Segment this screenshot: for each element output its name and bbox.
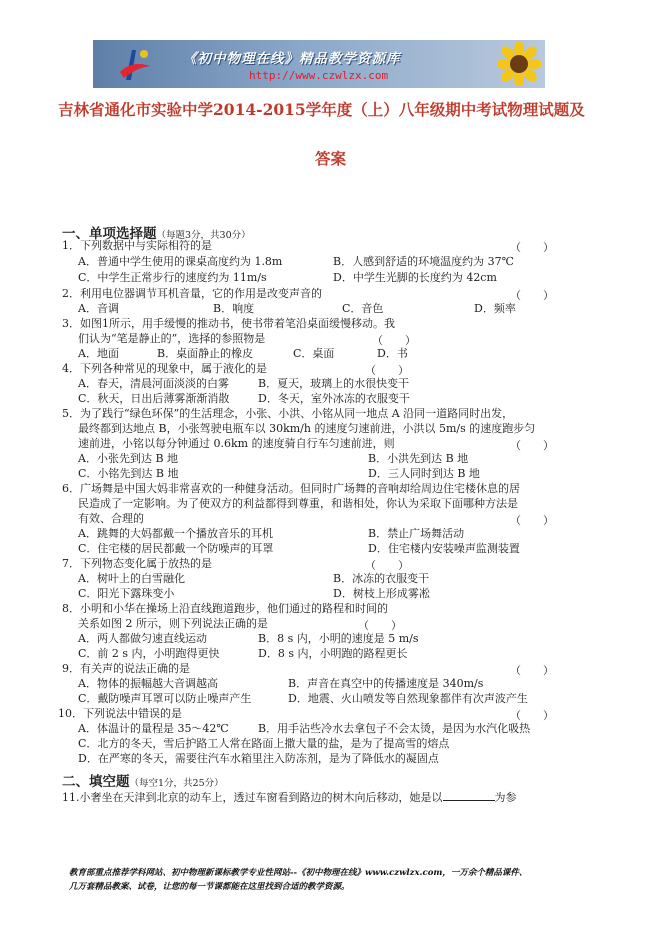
option: A．体温计的量程是 35～42℃ — [78, 722, 229, 735]
answer-paren: （ ） — [510, 439, 554, 452]
answer-paren: （ ） — [510, 709, 554, 722]
option: D．地震、火山喷发等自然现象都伴有次声波产生 — [288, 692, 528, 705]
option: A．物体的振幅越大音调越高 — [78, 677, 218, 690]
option: C．住宅楼的居民都戴一个防噪声的耳罩 — [78, 542, 274, 555]
option: A．两人都做匀速直线运动 — [78, 632, 207, 645]
question-stem: 有效、合理的 — [78, 512, 144, 525]
answer-paren: （ ） — [358, 619, 402, 632]
question-stem: 民造成了一定影响。为了使双方的利益都得到尊重，和谐相处，你认为采取下面哪种方法是 — [78, 497, 518, 510]
header-banner — [93, 40, 545, 88]
option: D．住宅楼内安装噪声监测装置 — [368, 542, 520, 555]
answer-paren: （ ） — [365, 364, 409, 377]
answer-blank[interactable] — [443, 790, 495, 801]
document-title: 吉林省通化市实验中学2014-2015学年度（上）八年级期中考试物理试题及 — [58, 100, 585, 119]
option: D．8 s 内，小明跑的路程更长 — [258, 647, 408, 660]
sunflower-icon — [497, 42, 541, 86]
option: B．桌面静止的橡皮 — [157, 347, 254, 360]
option: D．冬天，室外冰冻的衣服变干 — [258, 392, 410, 405]
question-stem: 9．有关声的说法正确的是 — [62, 662, 190, 675]
question-text-cont: 为参 — [494, 791, 517, 804]
question-stem: 关系如图 2 所示，则下列说法正确的是 — [78, 617, 268, 630]
option: A．跳舞的大妈都戴一个播放音乐的耳机 — [78, 527, 273, 540]
question-stem: 8．小明和小华在操场上沿直线跑道跑步，他们通过的路程和时间的 — [62, 602, 388, 615]
footer-line: 教育部重点推荐学科网站、初中物理新课标教学专业性网站--《初中物理在线》www.czwlzx.com，一万余个精品课件、 — [69, 868, 528, 878]
option: B．冰冻的衣服变干 — [333, 572, 430, 585]
option: C．小铭先到达 B 地 — [78, 467, 179, 480]
question-stem: 们认为“笔是静止的”，选择的参照物是 — [78, 332, 266, 345]
option: C．戴防噪声耳罩可以防止噪声产生 — [78, 692, 252, 705]
question-stem: 5．为了践行“绿色环保”的生活理念，小张、小洪、小铭从同一地点 A 沿同一道路同时出发， — [62, 407, 514, 420]
section-heading-fill — [62, 770, 224, 790]
question-stem: 最终都到达地点 B，小张驾驶电瓶车以 30km/h 的速度匀速前进，小洪以 5m/s 的速度跑步匀 — [78, 422, 536, 435]
section-heading-text: 一、单项选择题 — [62, 226, 157, 242]
question-stem: 7．下列物态变化属于放热的是 — [62, 557, 212, 570]
question-stem: 速前进，小铭以每分钟通过 0.6km 的速度骑自行车匀速前进，则 — [78, 437, 395, 450]
banner-url[interactable]: http://www.czwlzx.com — [249, 69, 389, 82]
option: C．中学生正常步行的速度约为 11m/s — [78, 271, 267, 284]
option: D．书 — [377, 347, 408, 360]
answer-paren: （ ） — [365, 559, 409, 572]
answer-paren: （ ） — [510, 664, 554, 677]
option: C．北方的冬天，雪后护路工人常在路面上撒大量的盐，是为了提高雪的熔点 — [78, 737, 450, 750]
section-note: （每题3分，共30分） — [156, 230, 251, 241]
question-stem: 1．下列数据中与实际相符的是 — [62, 239, 212, 252]
option: B．禁止广场舞活动 — [368, 527, 465, 540]
question-stem: 10．下列说法中错误的是 — [58, 707, 182, 720]
option: C．阳光下露珠变小 — [78, 587, 175, 600]
option: B．8 s 内，小明的速度是 5 m/s — [258, 632, 419, 645]
option: A．地面 — [78, 347, 119, 360]
question-stem: 4．下列各种常见的现象中，属于液化的是 — [62, 362, 267, 375]
question-stem: 6．广场舞是中国大妈非常喜欢的一种健身活动。但同时广场舞的音响却给周边住宅楼休息的居 — [62, 482, 520, 495]
option: C．桌面 — [293, 347, 335, 360]
footer-line: 几万套精品教案、试卷，让您的每一节课都能在这里找到合适的教学资源。 — [69, 882, 350, 892]
document-title-cont: 答案 — [314, 149, 346, 168]
question-stem — [62, 790, 517, 805]
section-note: （每空1分，共25分） — [129, 778, 224, 789]
option: C．秋天，日出后薄雾渐渐消散 — [78, 392, 230, 405]
option: D．树枝上形成雾凇 — [333, 587, 430, 600]
option: D．中学生光脚的长度约为 42cm — [333, 271, 497, 284]
option: B．声音在真空中的传播速度是 340m/s — [288, 677, 484, 690]
question-stem: 2．利用电位器调节耳机音量，它的作用是改变声音的 — [62, 287, 322, 300]
option: B．夏天，玻璃上的水很快变干 — [258, 377, 410, 390]
site-logo-icon — [118, 46, 152, 82]
option: A．普通中学生使用的课桌高度约为 1.8m — [78, 255, 283, 268]
section-heading-text: 二、填空题 — [62, 774, 130, 790]
answer-paren: （ ） — [510, 241, 554, 254]
option: B．用手沾些冷水去拿包子不会太烫，是因为水汽化吸热 — [258, 722, 531, 735]
option: D．在严寒的冬天，需要往汽车水箱里注入防冻剂，是为了降低水的凝固点 — [78, 752, 439, 765]
option: A．春天，清晨河面淡淡的白雾 — [78, 377, 229, 390]
option: C．前 2 s 内，小明跑得更快 — [78, 647, 220, 660]
option: A．音调 — [78, 302, 119, 315]
question-stem: 3．如图1所示，用手缓慢的推动书，使书带着笔沿桌面缓慢移动。我 — [62, 317, 395, 330]
option: A．小张先到达 B 地 — [78, 452, 179, 465]
option: B．人感到舒适的环境温度约为 37℃ — [333, 255, 514, 268]
answer-paren: （ ） — [510, 514, 554, 527]
answer-paren: （ ） — [372, 334, 416, 347]
option: D．三人同时到达 B 地 — [368, 467, 480, 480]
banner-title: 《初中物理在线》精品教学资源库 — [183, 51, 401, 67]
option: D．频率 — [474, 302, 516, 315]
question-text: 11.小奢坐在天津到北京的动车上，透过车窗看到路边的树木向后移动，她是以 — [62, 791, 443, 804]
answer-paren: （ ） — [510, 289, 554, 302]
option: A．树叶上的白雪融化 — [78, 572, 185, 585]
option: B．小洪先到达 B 地 — [368, 452, 469, 465]
option: C．音色 — [342, 302, 384, 315]
option: B．响度 — [213, 302, 255, 315]
